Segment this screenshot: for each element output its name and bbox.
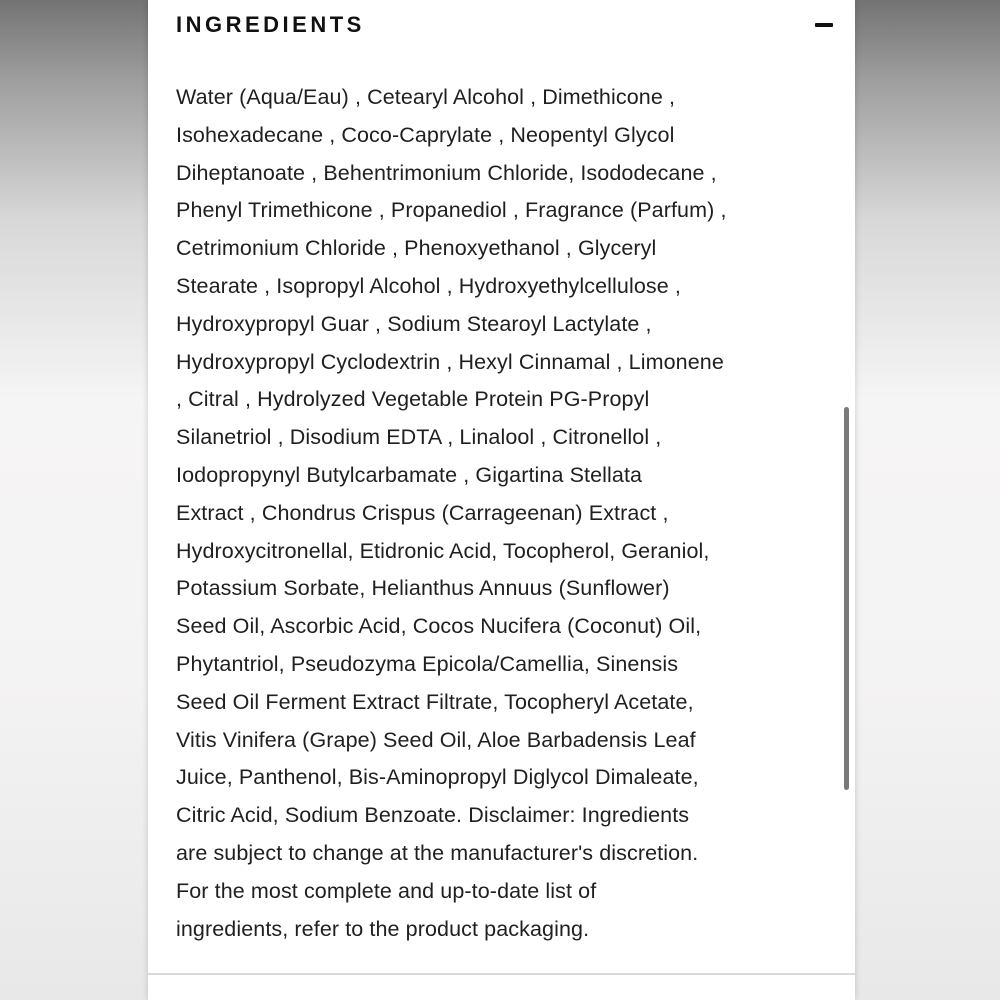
ingredients-text-line: Diheptanoate , Behentrimonium Chloride, Isododecane ,: [176, 160, 717, 185]
ingredients-text-line: are subject to change at the manufacturer's discretion.: [176, 840, 699, 865]
ingredients-text-line: Potassium Sorbate, Helianthus Annuus (Sunflower): [176, 576, 670, 601]
ingredients-text-line: Extract , Chondrus Crispus (Carrageenan) Extract ,: [176, 500, 669, 525]
ingredients-accordion-header[interactable]: [148, 0, 855, 54]
ingredients-section-title: INGREDIENTS: [176, 12, 365, 37]
ingredients-text-line: Iodopropynyl Butylcarbamate , Gigartina Stellata: [176, 462, 643, 487]
ingredients-text-line: Vitis Vinifera (Grape) Seed Oil, Aloe Barbadensis Leaf: [176, 727, 696, 752]
ingredients-text-line: Citric Acid, Sodium Benzoate. Disclaimer: Ingredients: [176, 803, 690, 828]
collapse-section-button[interactable]: [807, 10, 841, 40]
ingredients-panel: [148, 0, 855, 1000]
ingredients-text-line: Seed Oil, Ascorbic Acid, Cocos Nucifera (Coconut) Oil,: [176, 614, 702, 639]
ingredients-text-line: ingredients, refer to the product packaging.: [176, 916, 590, 941]
ingredients-text-line: Phytantriol, Pseudozyma Epicola/Camellia, Sinensis: [176, 651, 679, 676]
ingredients-text-line: Stearate , Isopropyl Alcohol , Hydroxyethylcellulose ,: [176, 273, 681, 298]
ingredients-text-line: Juice, Panthenol, Bis-Aminopropyl Diglycol Dimaleate,: [176, 765, 699, 790]
ingredients-text-line: Seed Oil Ferment Extract Filtrate, Tocopheryl Acetate,: [176, 689, 694, 714]
ingredients-text-line: Hydroxypropyl Guar , Sodium Stearoyl Lactylate ,: [176, 311, 652, 336]
vertical-scrollbar-thumb[interactable]: [844, 407, 849, 790]
ingredients-text-line: Hydroxypropyl Cyclodextrin , Hexyl Cinnamal , Limonene: [176, 349, 724, 374]
minus-icon: [815, 23, 833, 27]
ingredients-text-line: , Citral , Hydrolyzed Vegetable Protein PG-Propyl: [176, 387, 650, 412]
ingredients-text-line: Phenyl Trimethicone , Propanediol , Fragrance (Parfum) ,: [176, 198, 727, 223]
ingredients-text-block: [176, 79, 834, 948]
section-divider: [148, 973, 855, 975]
ingredients-text-line: Hydroxycitronellal, Etidronic Acid, Tocopherol, Geraniol,: [176, 538, 710, 563]
ingredients-text-line: Isohexadecane , Coco-Caprylate , Neopentyl Glycol: [176, 122, 675, 147]
ingredients-text-line: Water (Aqua/Eau) , Cetearyl Alcohol , Dimethicone ,: [176, 85, 676, 109]
ingredients-text-line: Cetrimonium Chloride , Phenoxyethanol , Glyceryl: [176, 236, 657, 261]
page-background-left-margin: [0, 0, 148, 1000]
ingredients-text-line: Silanetriol , Disodium EDTA , Linalool , Citronellol ,: [176, 425, 662, 450]
page-background-right-margin: [855, 0, 1000, 1000]
ingredients-text-line: For the most complete and up-to-date list of: [176, 878, 597, 903]
